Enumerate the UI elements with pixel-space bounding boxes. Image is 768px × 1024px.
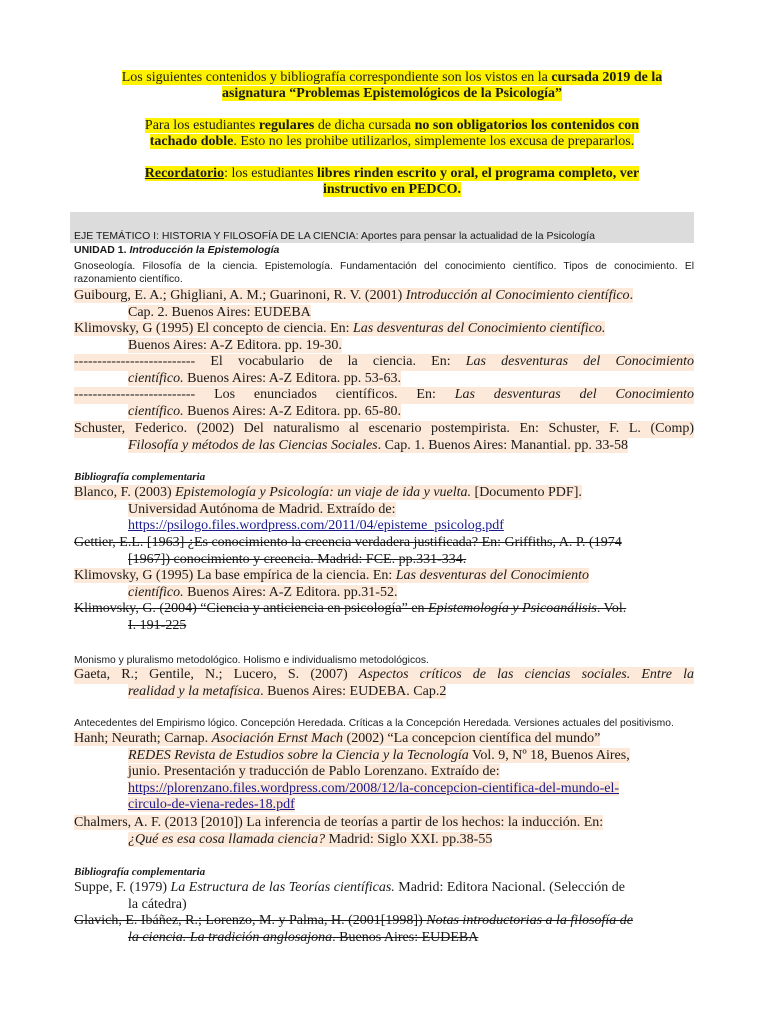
ref-text: I. 191-225 xyxy=(128,617,187,633)
ref-klimovsky-enunciados xyxy=(74,387,694,420)
link-plorenzano-2[interactable]: circulo-de-viena-redes-18.pdf xyxy=(128,797,295,812)
notice-paragraph-1 xyxy=(84,70,700,102)
notice-p1a: Los siguientes contenidos y bibliografía correspondiente son los vistos en la xyxy=(121,70,552,85)
ref-title: REDES Revista de Estudios sobre la Ciencia y la Tecnología xyxy=(128,747,469,763)
ref-text: Klimovsky, G (1995) La base empírica de la ciencia. En: xyxy=(74,568,396,583)
ref-title: científico. xyxy=(128,370,184,386)
ref-text: Gettier, E.L. [1963] ¿Es conocimiento la creencia verdadera justificada? En: Griffiths, A. P. (1974 xyxy=(74,535,622,550)
notice-p2f: . Esto no les prohibe utilizarlos, simplemente los excusa de prepararlos. xyxy=(233,134,635,149)
ref-gaeta xyxy=(74,667,694,700)
ref-title: Aspectos críticos de las ciencias sociales. Entre la xyxy=(358,667,694,682)
ref-text: Schuster, Federico. (2002) Del naturalismo al escenario postempirista. En: Schuster, F. L. (Comp) xyxy=(74,421,694,436)
ref-text: Vol. 9, Nº 18, Buenos Aires, xyxy=(468,747,630,763)
topics-1-line1: Gnoseología. Filosofía de la ciencia. Epistemología. Fundamentación del conocimiento científico. Tipos de conocimiento. El xyxy=(74,261,694,272)
ref-schuster xyxy=(74,421,694,454)
notice-p1b: cursada 2019 de la xyxy=(551,70,663,85)
ref-text: Universidad Autónoma de Madrid. Extraído de: xyxy=(128,501,396,517)
ref-text: Cap. 2. Buenos Aires: EUDEBA xyxy=(128,304,311,320)
ref-title: Las desventuras del Conocimiento xyxy=(395,568,590,583)
notice-p3b: : los estudiantes xyxy=(224,166,318,181)
ref-title: La Estructura de las Teorías científicas. xyxy=(170,880,395,895)
unidad-heading xyxy=(74,244,279,256)
ref-title: Las desventuras del Conocimiento xyxy=(465,354,694,369)
ref-text: Buenos Aires: A-Z Editora. pp. 19-30. xyxy=(128,337,342,353)
link-blanco-pdf[interactable]: https://psilogo.files.wordpress.com/2011/04/episteme_psicolog.pdf xyxy=(128,518,504,533)
unidad-label: UNIDAD 1. xyxy=(74,244,130,256)
ref-title: científico. xyxy=(128,403,184,419)
ref-text: Buenos Aires: A-Z Editora. pp. 53-63. xyxy=(183,370,401,386)
ref-title: Filosofía y métodos de las Ciencias Sociales xyxy=(128,437,378,453)
ref-text: Guibourg, E. A.; Ghigliani, A. M.; Guarinoni, R. V. (2001) xyxy=(74,288,406,303)
notice-p2c: de dicha cursada xyxy=(314,118,415,133)
topics-1 xyxy=(74,260,694,286)
ref-text: Madrid: Siglo XXI. pp.38-55 xyxy=(325,831,493,847)
ref-title: ¿Qué es esa cosa llamada ciencia? xyxy=(128,831,326,847)
ref-title: Notas introductorias a la filosofía de xyxy=(426,913,634,928)
topics-3: Antecedentes del Empirismo lógico. Concepción Heredada. Críticas a la Concepción Heredada. Versiones actuales del positivismo. xyxy=(74,718,674,729)
ref-text: la cátedra) xyxy=(128,896,187,912)
ref-text: (2002) “La concepcion científica del mundo” xyxy=(343,731,601,746)
ref-text: Klimovsky, G (1995) El concepto de ciencia. En: xyxy=(74,321,354,336)
notice-p2a: Para los estudiantes xyxy=(144,118,259,133)
ref-text: -------------------------- Los enunciados científicos. En: xyxy=(74,387,455,402)
ref-text: Blanco, F. (2003) xyxy=(74,485,176,500)
ref-title: Las desventuras del Conocimiento xyxy=(454,387,694,402)
ref-text: Suppe, F. (1979) xyxy=(74,880,171,895)
ref-text: Klimovsky, G. (2004) “Ciencia y anticiencia en psicología” en xyxy=(74,601,429,616)
ref-hanh-neurath-carnap xyxy=(74,731,694,814)
ref-text: Buenos Aires: A-Z Editora. pp. 65-80. xyxy=(183,403,401,419)
ref-title: Asociación Ernst Mach xyxy=(211,731,344,746)
notice-p2d: no son obligatorios los contenidos con xyxy=(414,118,640,133)
eje-title: EJE TEMÁTICO I: HISTORIA Y FILOSOFÍA DE LA CIENCIA: Aportes para pensar la actualidad de la Psicología xyxy=(74,230,595,242)
ref-title: Las desventuras del Conocimiento científico. xyxy=(353,321,606,336)
topics-2: Monismo y pluralismo metodológico. Holismo e individualismo metodológicos. xyxy=(74,655,429,666)
notice-p3a: Recordatorio xyxy=(144,166,225,181)
ref-text: Madrid: Editora Nacional. (Selección de xyxy=(394,880,625,895)
ref-gettier xyxy=(74,535,694,568)
ref-text: . Buenos Aires: EUDEBA xyxy=(332,929,479,945)
notice-p3d: instructivo en PEDCO. xyxy=(322,182,462,197)
ref-title: la ciencia. La tradición anglosajona xyxy=(128,929,333,945)
ref-klimovsky-concepto xyxy=(74,321,694,354)
ref-text: Gaeta, R.; Gentile, N.; Lucero, S. (2007) xyxy=(74,667,359,682)
notice-p2e: tachado doble xyxy=(149,134,234,149)
unidad-title: Introducción la Epistemología xyxy=(129,244,280,256)
ref-title: científico. xyxy=(128,584,184,600)
notice-p1c: asignatura “Problemas Epistemológicos de la Psicología” xyxy=(221,86,562,101)
ref-text: Chalmers, A. F. (2013 [2010]) La inferencia de teorías a partir de los hechos: la inducción. En: xyxy=(74,815,604,830)
ref-glavich xyxy=(74,913,694,946)
bib-comp-heading-2: Bibliografía complementaria xyxy=(74,866,206,878)
topics-1-line2: razonamiento científico. xyxy=(74,274,183,285)
ref-title: Epistemología y Psicoanálisis xyxy=(428,601,597,616)
notice-p2b: regulares xyxy=(258,118,315,133)
notice-paragraph-2 xyxy=(84,118,700,150)
ref-suppe xyxy=(74,880,694,913)
link-plorenzano-1[interactable]: https://plorenzano.files.wordpress.com/2008/12/la-concepcion-cientifica-del-mundo-el- xyxy=(128,780,620,796)
ref-guibourg xyxy=(74,288,694,321)
ref-title: Introducción al Conocimiento científico xyxy=(405,288,630,303)
ref-text: . Cap. 1. Buenos Aires: Manantial. pp. 33-58 xyxy=(377,437,629,453)
ref-text: Hanh; Neurath; Carnap. xyxy=(74,731,212,746)
ref-text: Buenos Aires: A-Z Editora. pp.31-52. xyxy=(183,584,398,600)
bib-comp-heading-1: Bibliografía complementaria xyxy=(74,471,206,483)
ref-text: . Vol. xyxy=(596,601,627,616)
ref-chalmers xyxy=(74,815,694,848)
ref-klimovsky-base xyxy=(74,568,694,601)
ref-title: realidad y la metafísica xyxy=(128,683,261,699)
ref-klimovsky-anticiencia xyxy=(74,601,694,634)
ref-text: . xyxy=(629,288,634,303)
ref-text: [1967]) conocimiento y creencia. Madrid: FCE. pp.331-334. xyxy=(128,551,467,567)
ref-text: [Documento PDF]. xyxy=(471,485,582,500)
ref-text: junio. Presentación y traducción de Pablo Lorenzano. Extraído de: xyxy=(128,764,500,779)
ref-text: -------------------------- El vocabulario de la ciencia. En: xyxy=(74,354,466,369)
notice-paragraph-3 xyxy=(84,166,700,198)
ref-text: . Buenos Aires: EUDEBA. Cap.2 xyxy=(260,683,447,699)
ref-klimovsky-vocabulario xyxy=(74,354,694,387)
ref-blanco xyxy=(74,485,694,535)
notice-p3c: libres rinden escrito y oral, el programa completo, ver xyxy=(317,166,640,181)
ref-text: Glavich, E. Ibáñez, R.; Lorenzo, M. y Palma, H. (2001[1998]) xyxy=(74,913,427,928)
ref-title: Epistemología y Psicología: un viaje de ida y vuelta. xyxy=(175,485,472,500)
